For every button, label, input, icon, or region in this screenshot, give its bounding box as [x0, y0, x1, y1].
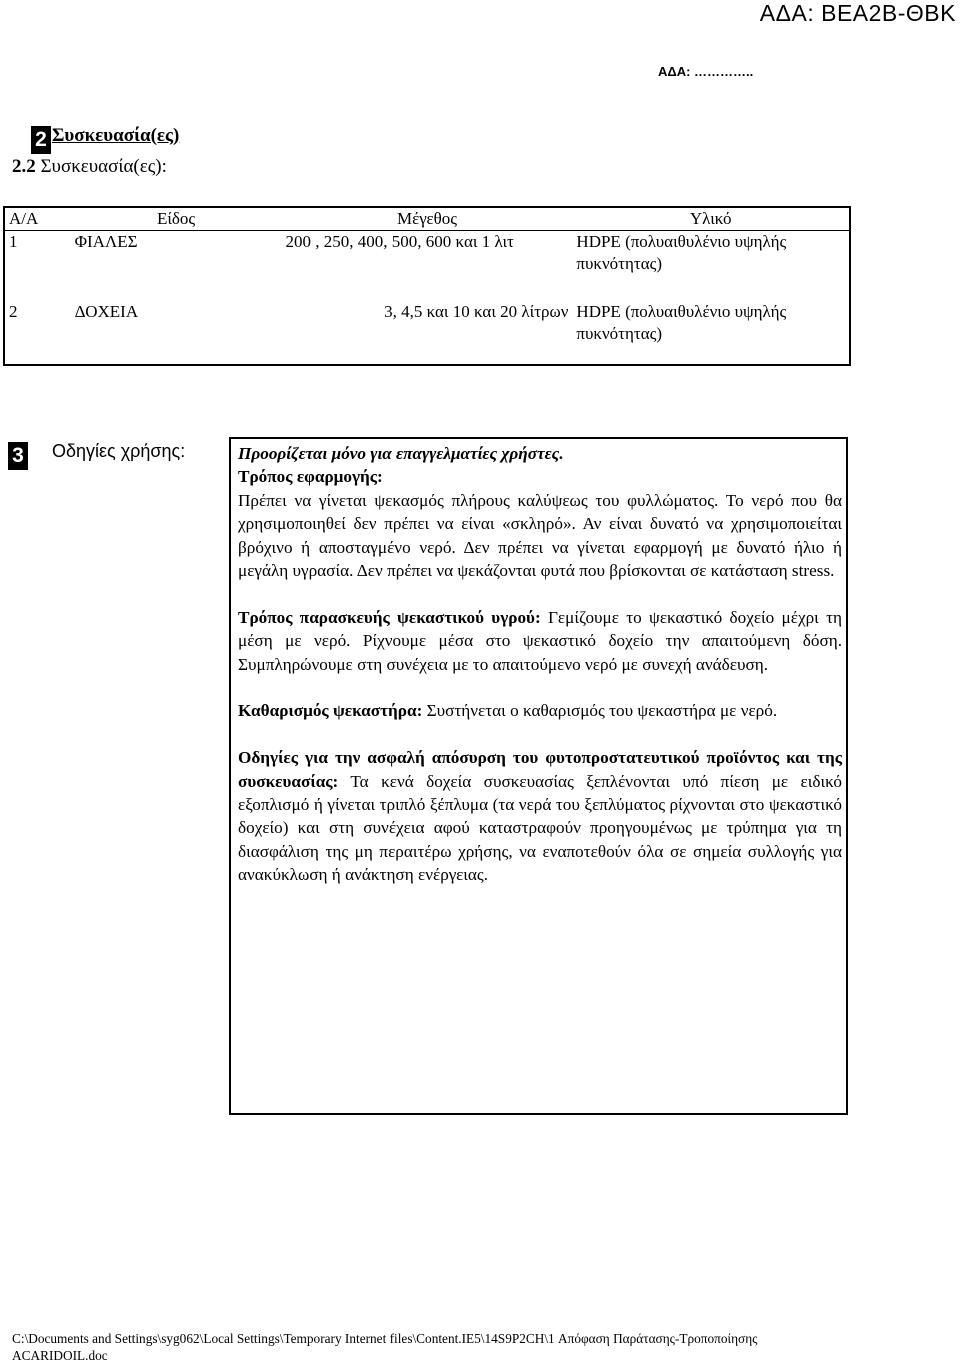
cell-megethos: 200 , 250, 400, 500, 600 και 1 λιτ	[285, 232, 514, 251]
header-megethos: Μέγεθος	[282, 207, 573, 231]
cell-aa: 2	[9, 301, 18, 321]
preparation-text: Γεμίζουμε το ψεκαστικό δοχείο μέχρι τη μέση με νερό. Ρίχνουμε μέσα στο ψεκαστικό δοχείο την απαιτούμενη δόση. Συμπληρώνουμε στη συνέχεια με το απαιτούμενο νερό με συνεχή ανάδευση.	[238, 607, 842, 674]
preparation-paragraph	[238, 606, 842, 676]
cleaning-paragraph	[238, 699, 842, 722]
application-text: Πρέπει να γίνεται ψεκασμός πλήρους καλύψεως του φυλλώματος. Το νερό που θα χρησιμοποιηθεί δεν πρέπει να είναι «σκληρό». Αν είναι δυνατό να χρησιμοποιείται βρόχινο ή αποσταγμένο νερό. Δεν πρέπει να γίνεται εφαρμογή με δυνατό ήλιο ή μεγάλη υγρασία. Δεν πρέπει να ψεκάζονται φυτά που βρίσκονται σε κατάσταση stress.	[238, 490, 842, 581]
disposal-text: Τα κενά δοχεία συσκευασίας ξεπλένονται υπό πίεση με ειδικό εξοπλισμό ή γίνεται τριπλό ξέπλυμα (τα νερά του ξεπλύματος ρίχνονται στο ψεκαστικό δοχείο) και στη συνέχεια αφού καταστραφούν προηγουμένως με τρύπημα για τη διασφάλιση της μη περαιτέρω χρήσης, να εναποτεθούν όλα σε σημεία συλλογής για ανακύκλωση ή ανάκτηση ενέργειας.	[238, 771, 842, 885]
subsection-2-2-heading	[12, 156, 167, 178]
preparation-heading: Τρόπος παρασκευής ψεκαστικού υγρού:	[238, 607, 541, 627]
header-aa: Α/Α	[4, 207, 71, 231]
subsection-2-2-number: 2.2	[12, 156, 36, 177]
table-header-row	[4, 207, 850, 231]
cell-megethos: 3, 4,5 και 10 και 20 λίτρων	[384, 301, 569, 321]
application-heading: Τρόπος εφαρμογής:	[238, 467, 383, 487]
cell-eidos: ΦΙΑΛΕΣ	[74, 232, 138, 251]
header-eidos: Είδος	[71, 207, 282, 231]
disposal-paragraph	[238, 746, 842, 886]
ada-header: ΑΔΑ: ΒΕΑ2Β-ΘΒΚ	[759, 0, 956, 26]
table-row	[4, 231, 850, 301]
footer-path-line-2: ACARIDOIL.doc	[12, 1348, 108, 1363]
cleaning-heading: Καθαρισμός ψεκαστήρα:	[238, 701, 423, 721]
section-3-label: Οδηγίες χρήσης:	[52, 441, 186, 461]
usage-instructions-box	[229, 437, 848, 1115]
section-3-number: 3	[8, 442, 28, 470]
packaging-table	[3, 206, 851, 366]
section-2-number: 2	[31, 126, 51, 154]
subsection-2-2-title: Συσκευασία(ες):	[35, 156, 167, 177]
header-yliko: Υλικό	[572, 207, 850, 231]
cell-yliko: HDPE (πολυαιθυλένιο υψηλής πυκνότητας)	[576, 301, 787, 343]
footer-path-line-1: C:\Documents and Settings\syg062\Local Settings\Temporary Internet files\Content.IE5\14S9P2CH\1 Απόφαση Παράτασης-Τροποποίησης	[12, 1331, 758, 1346]
cell-yliko: HDPE (πολυαιθυλένιο υψηλής πυκνότητας)	[576, 232, 787, 273]
ada-placeholder: ΑΔΑ: …………..	[658, 64, 754, 79]
footer-file-path	[12, 1330, 757, 1364]
section-2-title: Συσκευασία(ες)	[52, 125, 180, 146]
table-row	[4, 301, 850, 366]
professional-use-note: Προορίζεται μόνο για επαγγελματίες χρήστες.	[238, 444, 564, 463]
usage-instructions-content	[238, 442, 842, 887]
cell-aa: 1	[9, 232, 18, 251]
cleaning-text: Συστήνεται ο καθαρισμός του ψεκαστήρα με νερό.	[422, 701, 778, 721]
cell-eidos: ΔΟΧΕΙΑ	[74, 301, 139, 321]
disposal-heading: Οδηγίες για την ασφαλή απόσυρση του φυτοπροστατευτικού προϊόντος και της συσκευασίας:	[238, 748, 842, 791]
